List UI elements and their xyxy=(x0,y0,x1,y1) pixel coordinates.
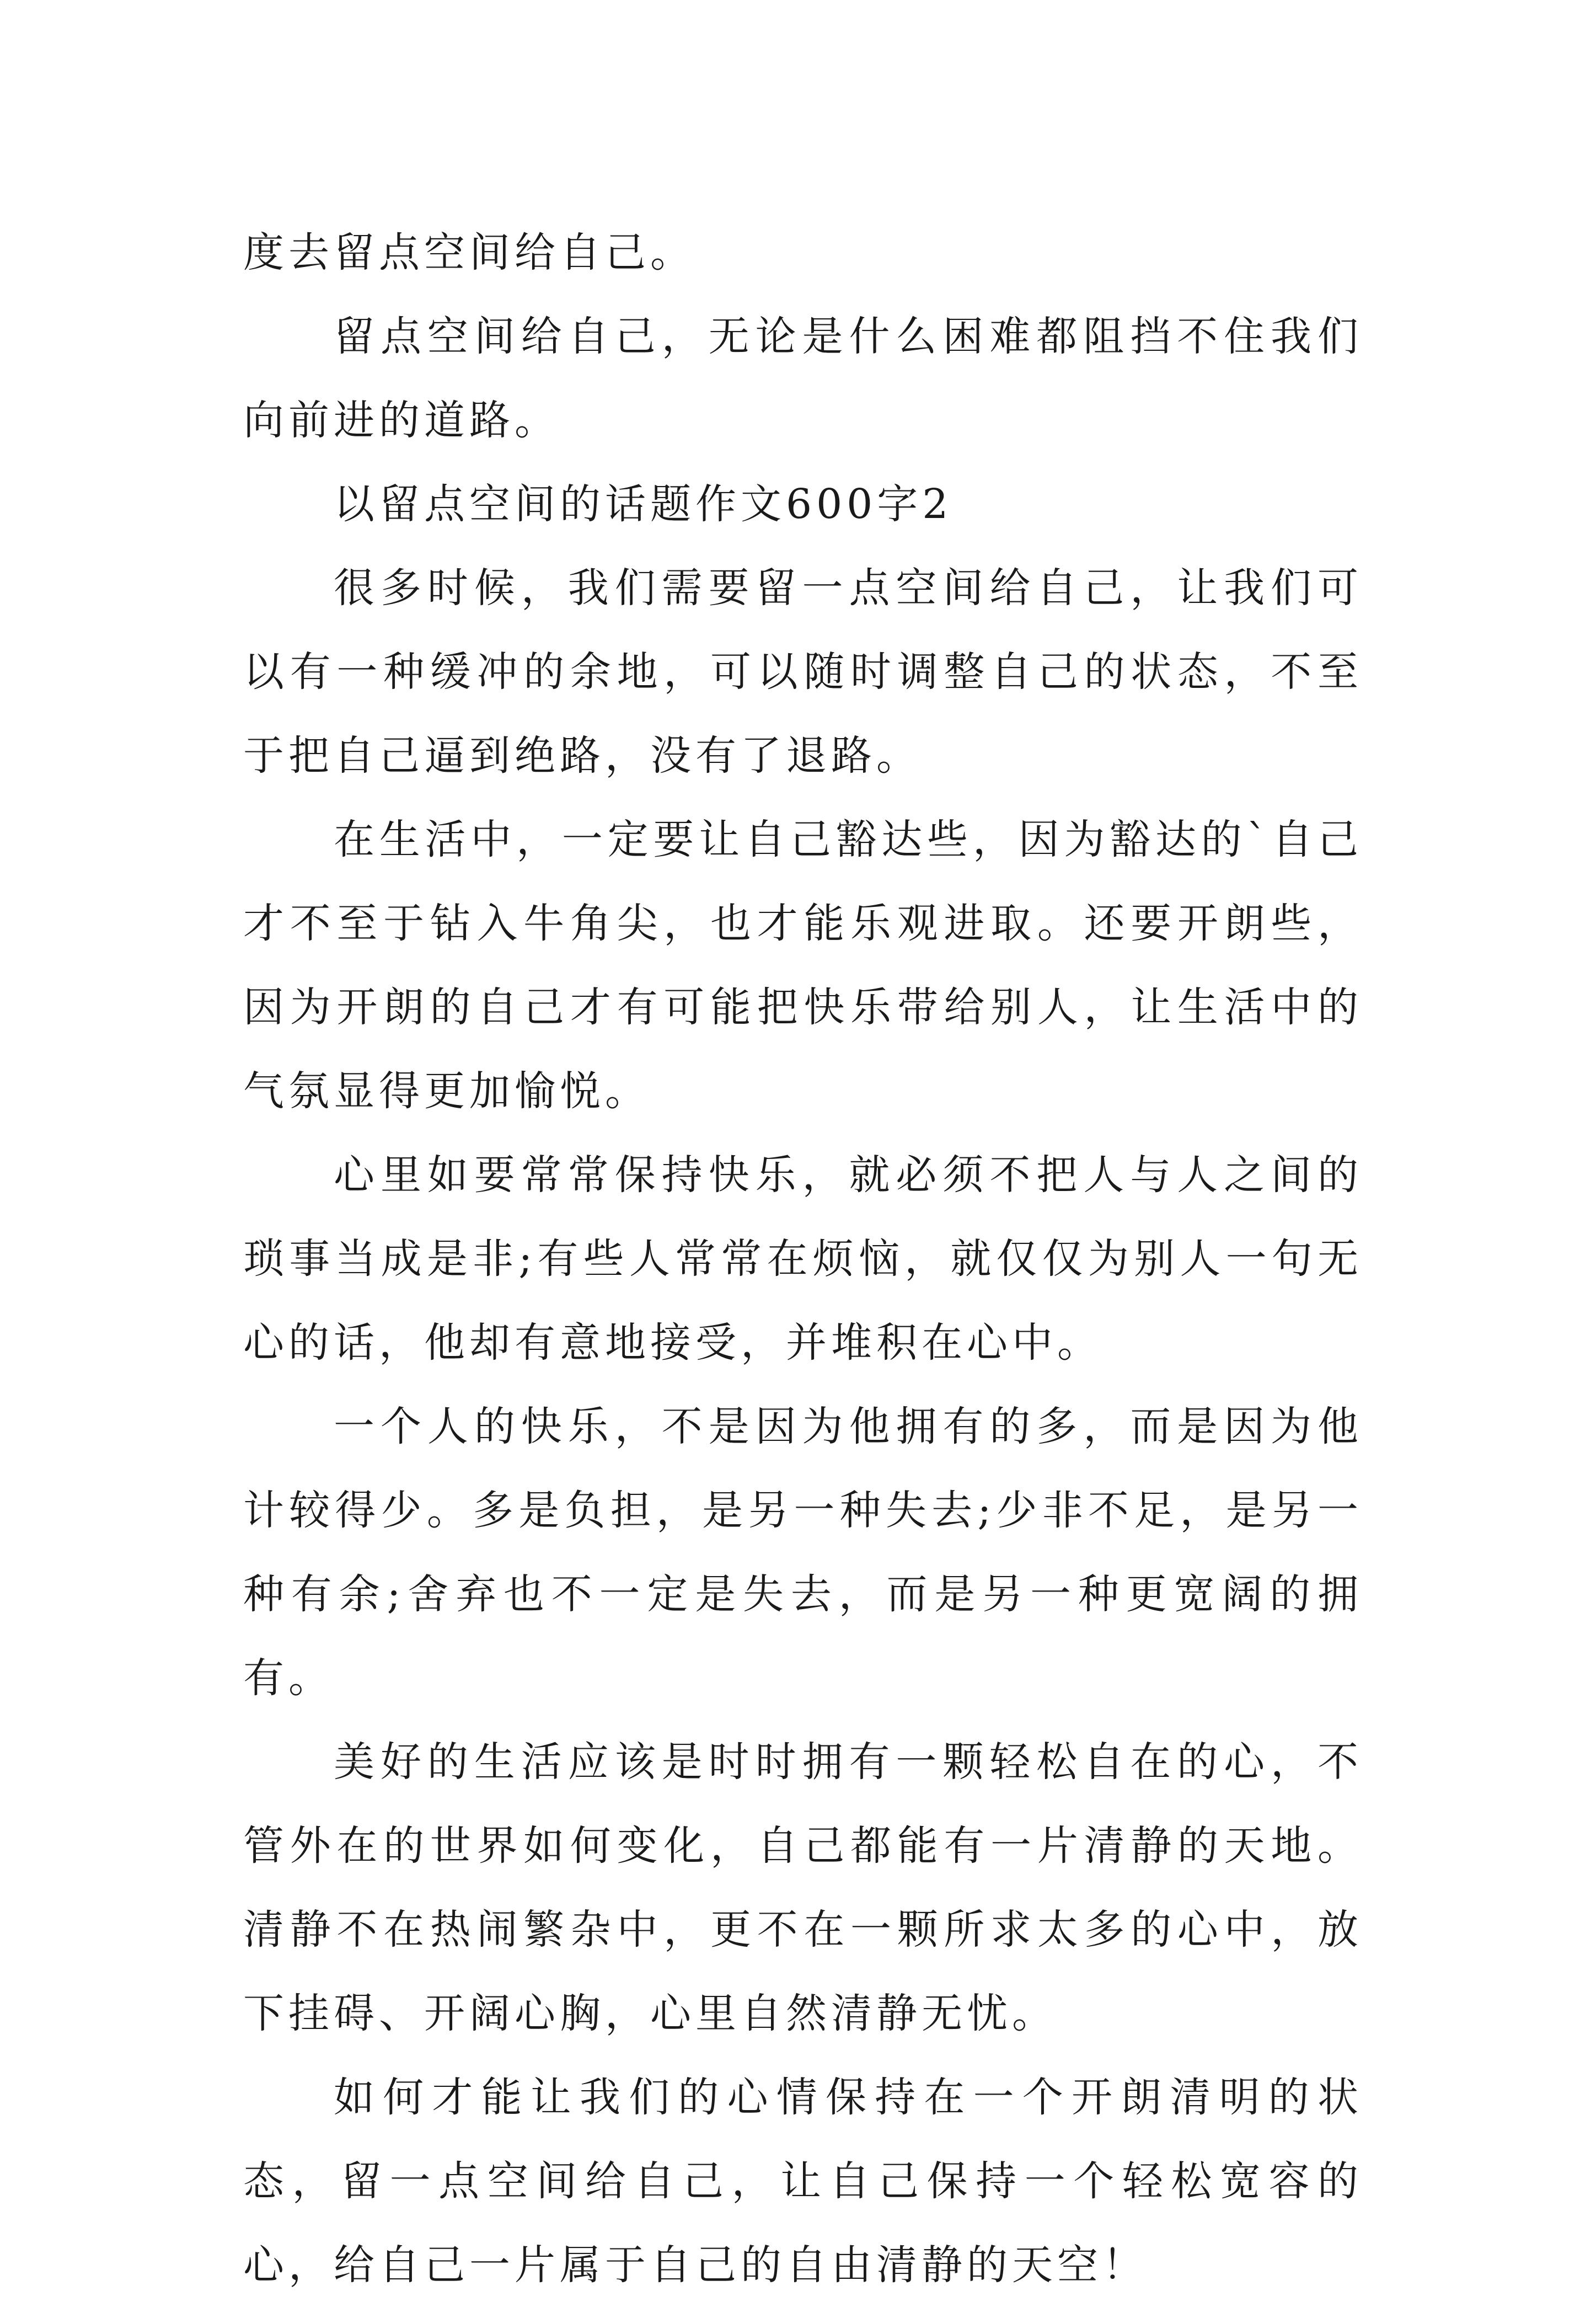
document-body xyxy=(243,211,1363,2307)
paragraph: 如何才能让我们的心情保持在一个开朗清明的状态，留一点空间给自己，让自己保持一个轻松宽容的心，给自己一片属于自己的自由清静的天空！ xyxy=(243,2074,1363,2289)
paragraph: 美好的生活应该是时时拥有一颗轻松自在的心，不管外在的世界如何变化，自己都能有一片清静的天地。清静不在热闹繁杂中，更不在一颗所求太多的心中，放下挂碍、开阔心胸，心里自然清静无忧。 xyxy=(243,1738,1363,2037)
paragraph: 很多时候，我们需要留一点空间给自己，让我们可以有一种缓冲的余地，可以随时调整自己的状态，不至于把自己逼到绝路，没有了退路。 xyxy=(243,564,1363,779)
paragraph: 一个人的快乐，不是因为他拥有的多，而是因为他计较得少。多是负担，是另一种失去;少非不足，是另一种有余;舍弃也不一定是失去，而是另一种更宽阔的拥有。 xyxy=(243,1403,1363,1702)
essay-heading: 以留点空间的话题作文600字2 xyxy=(334,480,953,528)
paragraph: 心里如要常常保持快乐，就必须不把人与人之间的琐事当成是非;有些人常常在烦恼，就仅仅为别人一句无心的话，他却有意地接受，并堆积在心中。 xyxy=(243,1151,1363,1366)
paragraph: 留点空间给自己，无论是什么困难都阻挡不住我们向前进的道路。 xyxy=(243,313,1363,444)
paragraph: 在生活中，一定要让自己豁达些，因为豁达的`自己才不至于钻入牛角尖，也才能乐观进取。还要开朗些，因为开朗的自己才有可能把快乐带给别人，让生活中的气氛显得更加愉悦。 xyxy=(243,816,1363,1115)
paragraph-continuation: 度去留点空间给自己。 xyxy=(243,229,695,276)
